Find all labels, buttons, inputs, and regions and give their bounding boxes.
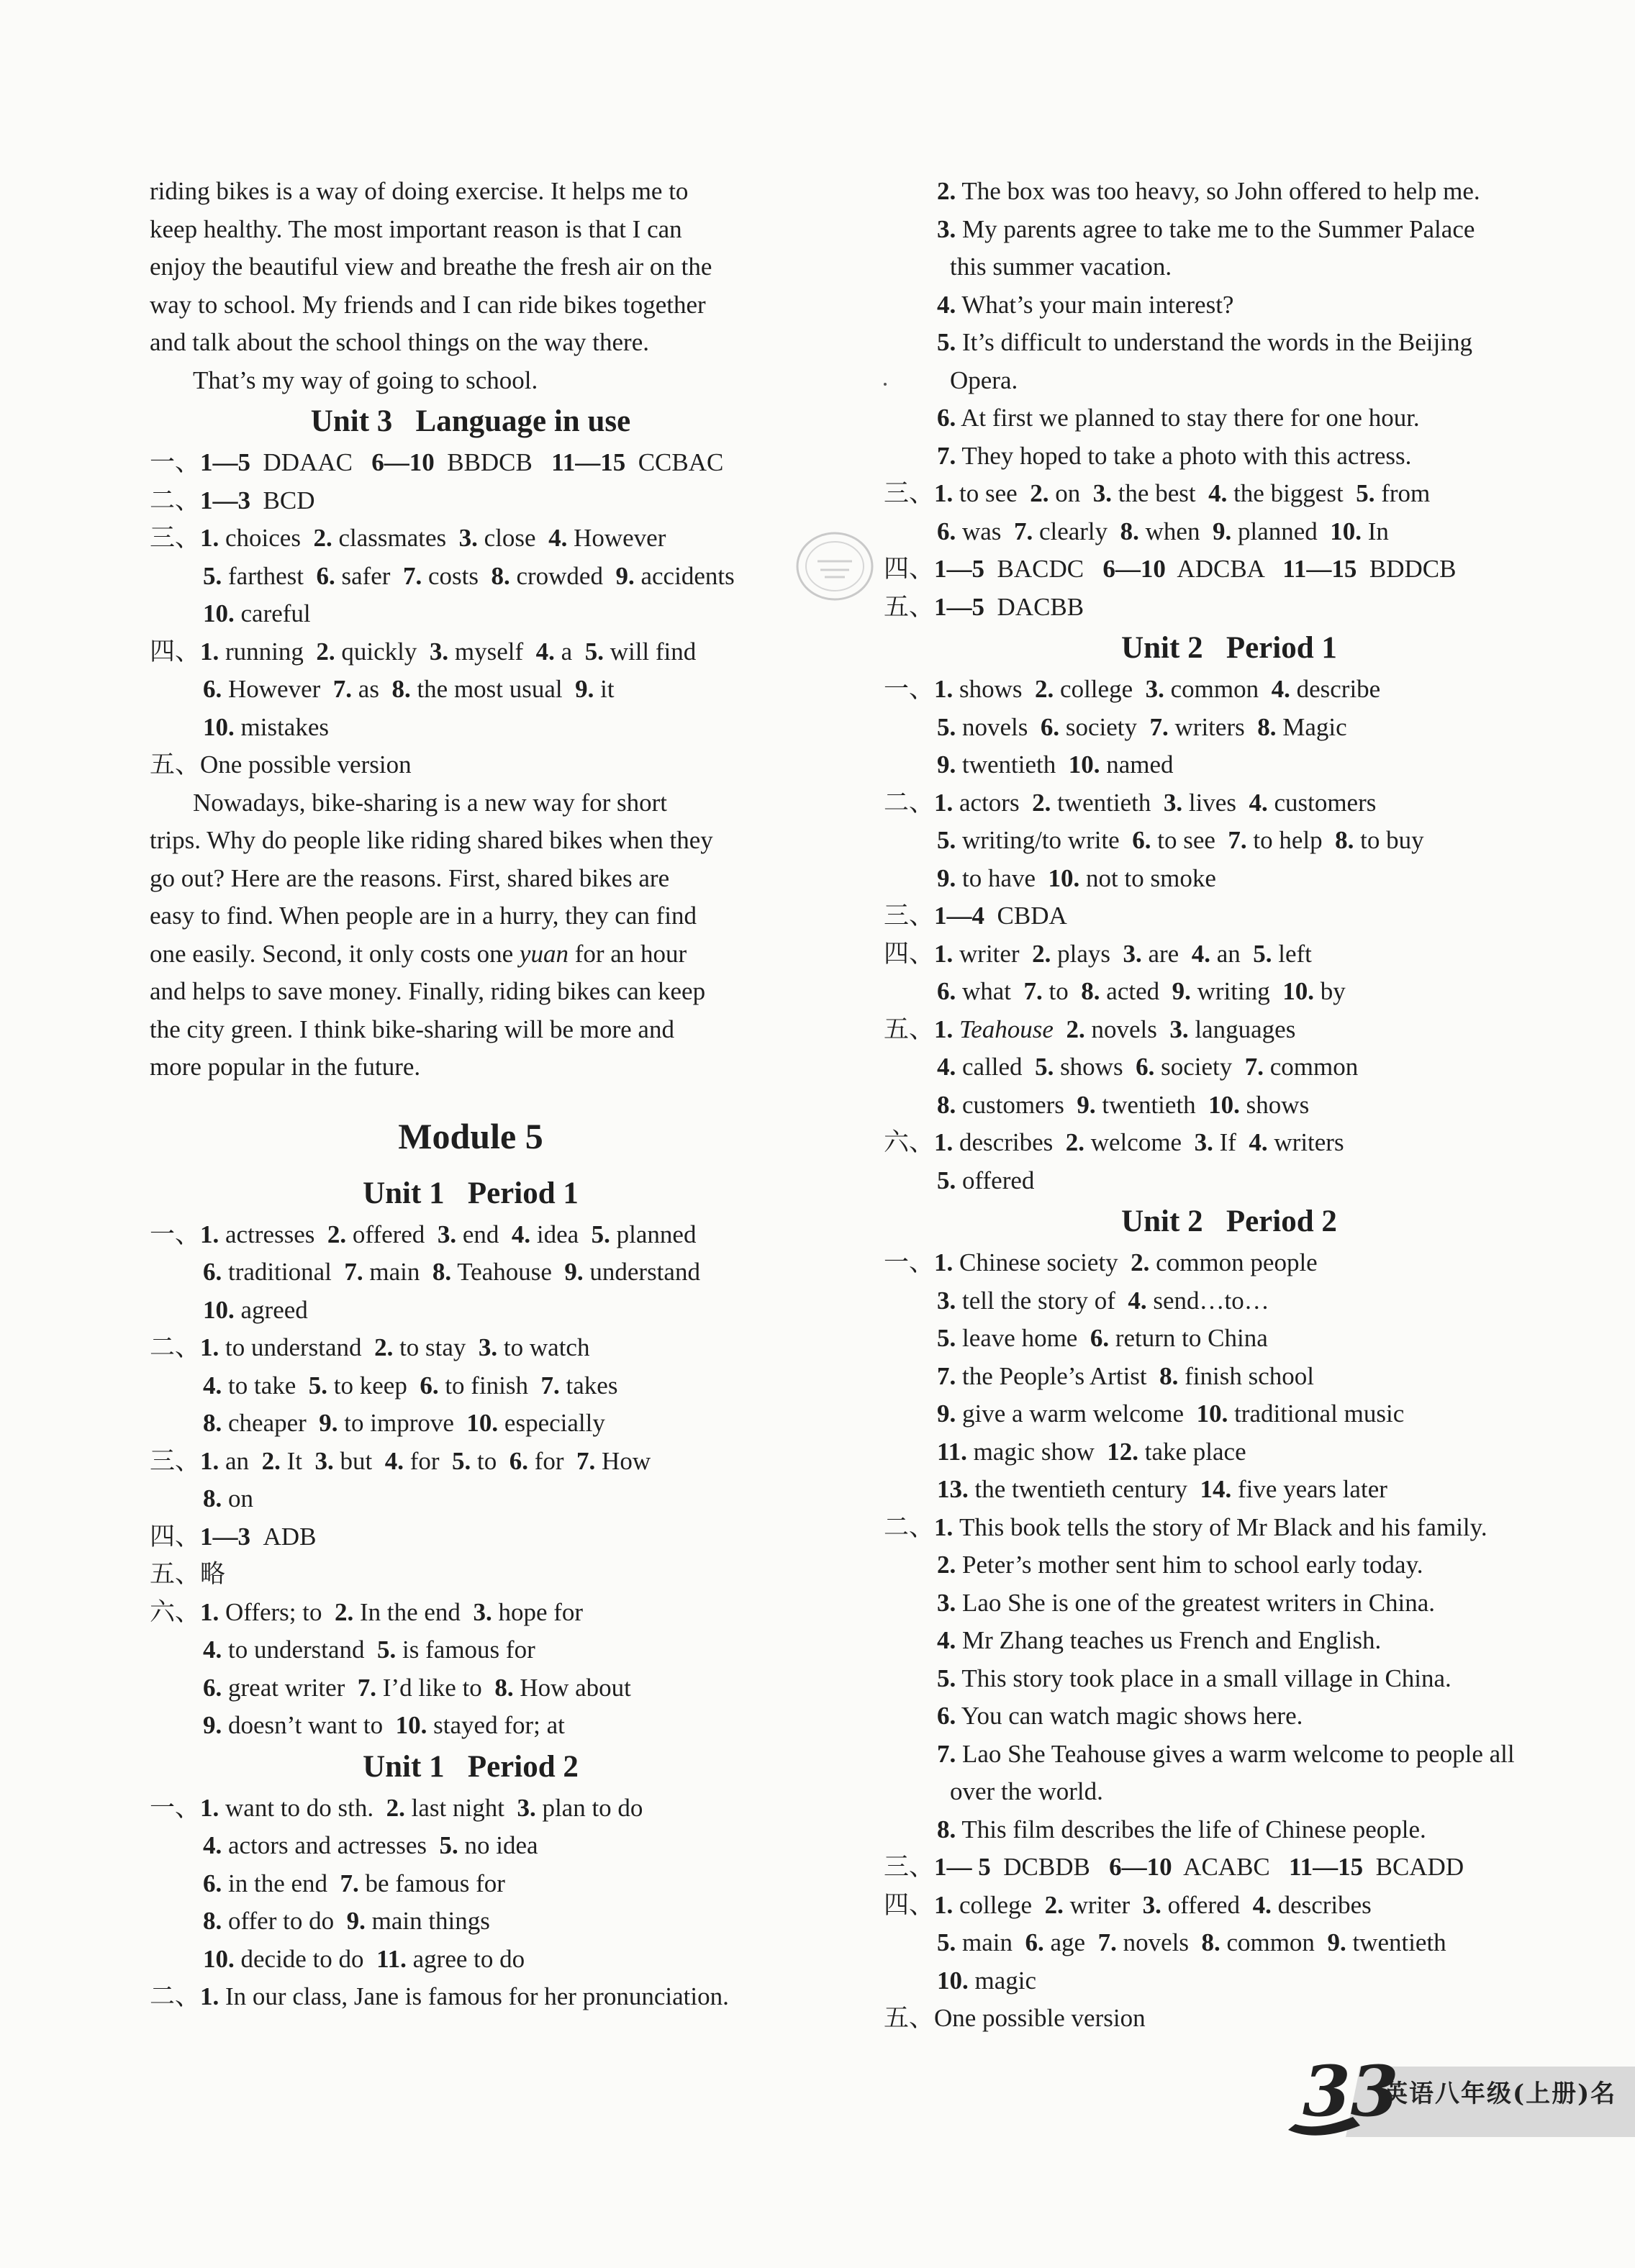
paragraph-line: one easily. Second, it only costs one yuan for an hour (150, 939, 687, 968)
answer-line: 10. magic (937, 1966, 1037, 1995)
paragraph-line: the city green. I think bike-sharing will be more and (150, 1015, 674, 1043)
answer-line: 8. customers 9. twentieth 10. shows (937, 1090, 1310, 1119)
answer-line: 5. writing/to write 6. to see 7. to help 8. to buy (937, 826, 1424, 854)
stray-dot (884, 383, 887, 386)
answer-line: 4. Mr Zhang teaches us French and English. (937, 1626, 1382, 1654)
paragraph-line: go out? Here are the reasons. First, shared bikes are (150, 863, 670, 892)
answer-row: 五、One possible version (150, 750, 412, 779)
answer-line: 5. farthest 6. safer 7. costs 8. crowded 9. accidents (203, 561, 735, 590)
paragraph-line: and talk about the school things on the way there. (150, 328, 650, 356)
answer-line: 5. leave home 6. return to China (937, 1324, 1268, 1352)
answer-row: 六、1. Offers; to 2. In the end 3. hope for (150, 1597, 584, 1626)
answer-line: 3. My parents agree to take me to the Summer Palace (937, 214, 1475, 243)
paragraph-line: more popular in the future. (150, 1053, 421, 1081)
paragraph-line: enjoy the beautiful view and breathe the fresh air on the (150, 253, 712, 281)
answer-row: 五、One possible version (884, 2004, 1146, 2032)
paragraph-line: trips. Why do people like riding shared bikes when they (150, 826, 713, 854)
paragraph-line: That’s my way of going to school. (193, 366, 538, 394)
answer-row: 五、1—5 DACBB (884, 592, 1084, 621)
answer-line: 4. What’s your main interest? (937, 290, 1234, 319)
answer-line: 10. careful (203, 599, 311, 627)
answer-line: 5. This story took place in a small village in China. (937, 1664, 1451, 1692)
answer-line: 7. the People’s Artist 8. finish school (937, 1361, 1315, 1390)
answer-line: 10. decide to do 11. agree to do (203, 1944, 525, 1973)
answer-row: 五、1. Teahouse 2. novels 3. languages (884, 1015, 1296, 1043)
answer-row: 二、1. In our class, Jane is famous for her pronunciation. (150, 1982, 729, 2010)
book-title: 英语八年级(上册)名 (1383, 2079, 1617, 2108)
answer-line: 4. actors and actresses 5. no idea (203, 1831, 538, 1859)
answer-line: 7. They hoped to take a photo with this actress. (937, 441, 1412, 470)
answer-row: 五、略 (150, 1560, 226, 1588)
section-heading: Unit 2 Period 1 (1121, 631, 1337, 665)
paragraph-line: keep healthy. The most important reason is that I can (150, 214, 682, 243)
section-heading: Unit 1 Period 2 (363, 1749, 579, 1784)
answer-line: 9. twentieth 10. named (937, 750, 1174, 779)
answer-row: 一、1. shows 2. college 3. common 4. describe (884, 675, 1381, 703)
answer-row: 二、1. actors 2. twentieth 3. lives 4. customers (884, 788, 1377, 817)
answer-line: 2. The box was too heavy, so John offered to help me. (937, 177, 1480, 205)
answer-line: 10. mistakes (203, 712, 329, 741)
answer-line: over the world. (950, 1777, 1103, 1805)
paragraph-line: easy to find. When people are in a hurry, they can find (150, 902, 697, 930)
answer-line: 5. main 6. age 7. novels 8. common 9. twentieth (937, 1928, 1446, 1956)
answer-line: 3. tell the story of 4. send…to… (937, 1286, 1269, 1315)
answer-line: 13. the twentieth century 14. five years later (937, 1475, 1387, 1503)
answer-line: this summer vacation. (950, 253, 1172, 281)
right-column (884, 173, 1575, 2038)
section-heading: Unit 1 Period 1 (363, 1176, 579, 1210)
answer-row: 三、1. an 2. It 3. but 4. for 5. to 6. for 7. How (150, 1446, 651, 1475)
answer-row: 四、1—5 BACDC 6—10 ADCBA 11—15 BDDCB (884, 555, 1457, 583)
answer-row: 一、1. want to do sth. 2. last night 3. plan to do (150, 1793, 643, 1822)
answer-line: 9. give a warm welcome 10. traditional music (937, 1400, 1405, 1428)
answer-line: 6. However 7. as 8. the most usual 9. it (203, 675, 615, 703)
answer-line: 8. on (203, 1484, 253, 1512)
answer-line: 4. to understand 5. is famous for (203, 1636, 535, 1664)
answer-line: 6. in the end 7. be famous for (203, 1869, 505, 1897)
watermark-stamp-icon (792, 527, 878, 606)
answer-line: 10. agreed (203, 1295, 308, 1324)
answer-line: 9. to have 10. not to smoke (937, 863, 1216, 892)
answer-row: 二、1. to understand 2. to stay 3. to watch (150, 1333, 590, 1361)
answer-line: 6. You can watch magic shows here. (937, 1702, 1303, 1730)
paragraph-line: Nowadays, bike-sharing is a new way for short (193, 788, 668, 817)
answer-line: 6. was 7. clearly 8. when 9. planned 10. In (937, 517, 1389, 545)
answer-row: 四、1. running 2. quickly 3. myself 4. a 5. will find (150, 637, 697, 666)
left-column (150, 173, 792, 2016)
answer-row: 三、1. choices 2. classmates 3. close 4. However (150, 524, 666, 552)
section-heading: Module 5 (398, 1115, 543, 1156)
answer-row: 二、1. This book tells the story of Mr Black and his family. (884, 1512, 1487, 1541)
answer-row: 四、1. college 2. writer 3. offered 4. describes (884, 1890, 1372, 1919)
answer-line: 5. It’s difficult to understand the words in the Beijing (937, 328, 1472, 356)
page-number: 33 (1303, 2052, 1399, 2132)
answer-line: 7. Lao She Teahouse gives a warm welcome to people all (937, 1739, 1515, 1768)
answer-row: 四、1—3 ADB (150, 1522, 317, 1551)
paragraph-line: riding bikes is a way of doing exercise. It helps me to (150, 177, 689, 205)
answer-line: 3. Lao She is one of the greatest writers in China. (937, 1588, 1436, 1617)
answer-line: 11. magic show 12. take place (937, 1437, 1246, 1466)
answer-line: 6. what 7. to 8. acted 9. writing 10. by (937, 977, 1346, 1005)
section-heading: Unit 3 Language in use (310, 404, 631, 438)
answer-line: 2. Peter’s mother sent him to school early today. (937, 1551, 1423, 1579)
answer-line: 8. offer to do 9. main things (203, 1907, 490, 1935)
answer-row: 四、1. writer 2. plays 3. are 4. an 5. left (884, 939, 1312, 968)
paragraph-line: way to school. My friends and I can ride bikes together (150, 290, 706, 319)
answer-line: 6. At first we planned to stay there for one hour. (937, 404, 1420, 432)
answer-row: 二、1—3 BCD (150, 486, 315, 514)
answer-line: 4. called 5. shows 6. society 7. common (937, 1053, 1359, 1081)
answer-line: 5. offered (937, 1166, 1035, 1194)
answer-line: 9. doesn’t want to 10. stayed for; at (203, 1711, 565, 1739)
answer-row: 一、1. actresses 2. offered 3. end 4. idea 5. planned (150, 1220, 697, 1248)
answer-line: 8. This film describes the life of Chinese people. (937, 1815, 1426, 1843)
section-heading: Unit 2 Period 2 (1121, 1205, 1337, 1238)
answer-row: 一、1. Chinese society 2. common people (884, 1248, 1318, 1276)
answer-row: 三、1— 5 DCBDB 6—10 ACABC 11—15 BCADD (884, 1853, 1464, 1881)
answer-line: Opera. (950, 366, 1018, 394)
answer-row: 六、1. describes 2. welcome 3. If 4. writers (884, 1128, 1344, 1156)
answer-line: 6. great writer 7. I’d like to 8. How about (203, 1673, 631, 1702)
answer-line: 4. to take 5. to keep 6. to finish 7. takes (203, 1371, 618, 1400)
paragraph-line: and helps to save money. Finally, riding bikes can keep (150, 977, 706, 1005)
answer-row: 三、1. to see 2. on 3. the best 4. the biggest 5. from (884, 479, 1431, 507)
answer-row: 三、1—4 CBDA (884, 902, 1067, 930)
answer-line: 6. traditional 7. main 8. Teahouse 9. understand (203, 1258, 700, 1286)
answer-line: 5. novels 6. society 7. writers 8. Magic (937, 712, 1347, 741)
answer-line: 8. cheaper 9. to improve 10. especially (203, 1409, 605, 1437)
answer-row: 一、1—5 DDAAC 6—10 BBDCB 11—15 CCBAC (150, 448, 724, 476)
